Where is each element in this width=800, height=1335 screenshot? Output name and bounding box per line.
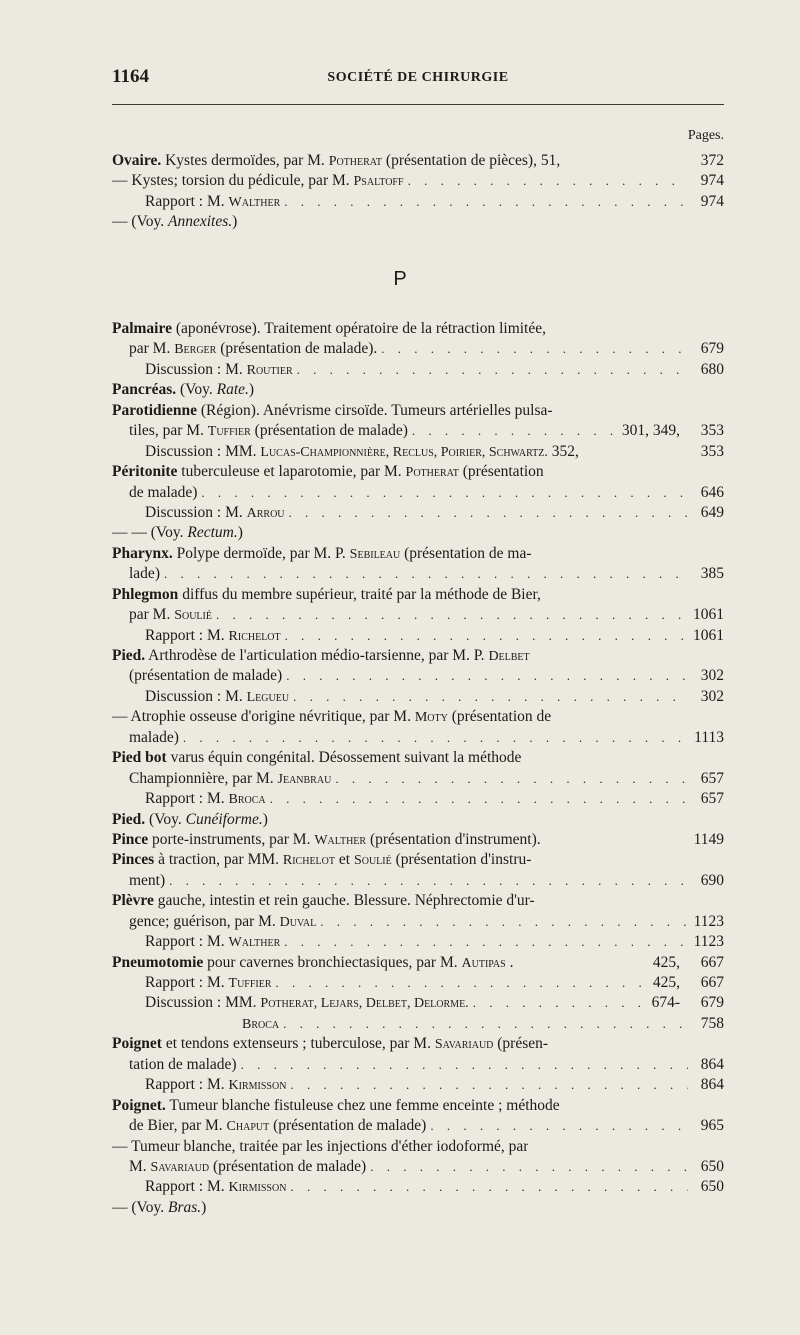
entry-tail: (présentation de pièces), 51, [382,152,561,169]
entry-description: Championnière, par M. [129,769,278,787]
page-ref: 657 [700,769,724,787]
author-name: Moty [414,710,448,726]
index-entry-line [112,1117,724,1137]
entry-description: Rapport : M. [145,933,229,951]
author-name: Autipas [461,955,506,971]
entry-text [112,831,541,849]
entry-keyword: Ovaire. [112,152,162,169]
index-entry-line [112,340,724,360]
index-entry-line [112,193,724,213]
closing-paren: ) [248,381,255,399]
entry-text [112,402,553,420]
entry-keyword: Pharynx. [112,544,173,562]
entry-text [112,152,560,170]
index-entry-line [112,974,724,994]
entry-text [129,667,282,685]
dot-leader [183,730,688,746]
dot-leader [408,173,688,189]
entry-text [145,443,579,461]
entry-description: tation de malade) [129,1055,237,1073]
entry-description: — (Voy. [112,1198,168,1216]
entry-text [145,974,272,992]
page-ref: 864 [700,1055,724,1073]
author-name: Soulié [174,608,212,624]
dot-leader [285,628,688,644]
entry-text [129,1056,237,1074]
dot-leader [370,1159,688,1175]
page-ref: 1113 [694,728,724,746]
entry-text [112,1199,206,1217]
index-entry-line [112,851,724,871]
entry-tail: (présentation d'instrument). [366,830,541,848]
page-ref: 1123 [693,912,724,930]
page-ref: 657 [700,790,724,808]
dot-leader [320,914,688,930]
index-entry-line [112,422,724,442]
dot-leader [289,505,688,521]
entry-text [145,933,280,951]
page-ref: 680 [700,360,724,378]
entry-keyword: Péritonite [112,463,178,481]
entry-text [129,1117,426,1135]
index-entry-line [112,708,724,728]
entry-text [112,647,530,665]
entry-description: pour cavernes bronchiectasiques, par M. [203,953,462,971]
entry-keyword: Pancréas. [112,381,177,399]
entry-description: Discussion : MM. [145,994,261,1012]
page-ref: 1123 [693,933,724,951]
dot-leader [473,995,648,1011]
entry-text [112,1138,528,1156]
index-entry-line [112,1056,724,1076]
entry-text [112,811,268,829]
index-entry-line [112,770,724,790]
entry-text [129,422,408,440]
entry-description: Tumeur blanche fistuleuse chez une femme enceinte ; méthode [165,1096,560,1114]
entry-description: porte-instruments, par M. [148,830,315,848]
index-entry-line [112,606,724,626]
index-entry-line [112,213,724,233]
header-rule [112,104,724,105]
index-entry-line [112,484,724,504]
entry-description: Arthrodèse de l'articulation médio-tarsienne, par M. P. [145,647,489,664]
author-name: Walther [228,935,281,951]
entry-text [112,1097,560,1115]
entry-description: gence; guérison, par M. [129,912,280,930]
entry-keyword: Poignet [112,1035,162,1053]
index-entry-line [112,1076,724,1096]
dot-leader [335,771,688,787]
author-name: Walther [228,194,281,210]
index-entry-line [112,361,724,381]
index-entry-line [112,504,724,524]
entry-keyword: Poignet. [112,1096,166,1114]
entry-keyword: Pince [112,830,149,848]
entry-description: à traction, par MM. [154,851,283,869]
page-ref: 353 [700,442,724,460]
cross-reference: Bras. [167,1198,202,1216]
entry-text [112,463,544,481]
cross-reference: Rate. [216,381,249,399]
page-ref: 965 [700,1117,724,1135]
index-entry-line [112,954,724,974]
author-name: Kirmisson [228,1180,287,1196]
dot-leader [412,423,618,439]
entry-description: par M. [129,340,175,358]
page-ref: 679 [700,340,724,358]
index-entry-line [112,688,724,708]
entry-description: Discussion : MM. [145,442,261,460]
author-name: Walther [314,832,367,848]
author-name: Arrou [246,505,285,521]
page-ref: 650 [700,1157,724,1175]
entry-text [112,381,254,399]
dot-leader [293,689,688,705]
dot-leader [270,791,688,807]
entry-text [145,790,266,808]
entry-text [129,770,331,788]
closing-paren: ) [262,810,268,828]
index-entry-line [112,872,724,892]
entry-description: — Atrophie osseuse d'origine névritique, par M. [112,708,415,726]
page-ref: 1061 [693,606,724,624]
index-entry-line [112,443,724,463]
dot-leader [297,362,688,378]
page-ref: 667 [700,974,724,991]
index-block-o [112,152,724,234]
entry-description: Discussion : M. [145,360,247,378]
index-entry-line [112,1178,724,1198]
author-name: Legueu [246,689,290,705]
author-name: Psaltoff [353,174,404,190]
entry-text [112,851,531,869]
page-ref: 302 [700,687,724,705]
entry-text [145,688,289,706]
dot-leader [290,1077,688,1093]
entry-text [145,361,293,379]
index-entry-line [112,1199,724,1219]
entry-description: de malade) [129,483,198,501]
page-header [112,66,724,92]
index-entry-line [112,524,724,544]
index-entry-line [112,152,724,172]
page-ref: 974 [700,172,724,190]
index-entry-line [112,627,724,647]
entry-keyword: Plèvre [112,892,154,910]
entry-description: (Région). Anévrisme cirsoïde. Tumeurs artérielles pulsa- [196,401,553,419]
entry-description: de Bier, par M. [129,1117,227,1135]
entry-description: diffus du membre supérieur, traité par la méthode de Bier, [178,585,541,603]
index-entry-line [112,913,724,933]
entry-description: — (Voy. [112,213,168,231]
entry-description: gauche, intestin et rein gauche. Blessure. Néphrectomie d'ur- [153,892,535,910]
index-entry-line [112,381,724,401]
index-entry-line [112,586,724,606]
entry-description: Rapport : M. [145,1178,229,1196]
prior-pages: 301, 349, [621,422,680,440]
dot-leader [286,668,688,684]
entry-text [129,1158,366,1176]
pages-column-label: Pages. [687,128,724,143]
index-entry-line [112,647,724,667]
entry-tail: . [505,953,514,971]
entry-keyword: Pied. [112,647,146,664]
index-entry-line [112,1015,724,1035]
entry-description: (Voy. [176,381,217,399]
page-ref: 864 [700,1076,724,1094]
entry-description: M. [129,1157,151,1175]
index-entry-line [112,729,724,749]
page-ref: 690 [700,871,724,889]
entry-description: Discussion : M. [145,503,247,521]
entry-tail: (présentation de malade) [250,422,408,440]
entry-text [129,565,160,583]
index-entry-line [112,463,724,483]
entry-description: — Tumeur blanche, traitée par les injections d'éther iodoformé, par [112,1137,529,1155]
dot-leader [201,485,688,501]
author-name: Duval [279,914,317,930]
dot-leader [241,1057,688,1073]
entry-tail: (présentation de malade) [209,1157,367,1175]
author-name: Broca [228,792,266,808]
entry-tail: (présentation de [447,708,552,726]
dot-leader [169,873,688,889]
author-name: Potherat, Lejars, Delbet, Delorme. [260,996,469,1012]
entry-description: varus équin congénital. Désossement suivant la méthode [166,749,522,767]
author-name: Savariaud [150,1159,210,1175]
entry-description: Discussion : M. [145,687,247,705]
cross-reference: Cunéiforme. [185,810,263,828]
prior-pages: 674- [651,994,680,1012]
entry-tail: (présentation de malade). [216,340,378,358]
entry-description: Rapport : M. [145,790,229,808]
index-entry-line [112,545,724,565]
entry-text [112,172,404,190]
index-entry-line [112,320,724,340]
entry-text [145,627,281,645]
entry-text [112,954,513,972]
author-name: Kirmisson [228,1078,287,1094]
index-block-p [112,320,724,1219]
index-entry-line [112,667,724,687]
index-entry-line [112,1097,724,1117]
entry-tail: (présentation [458,463,544,481]
section-letter: P [393,268,407,290]
index-entry-line [112,1138,724,1158]
entry-text [145,994,469,1012]
author-name: Tuffier [228,976,272,991]
entry-keyword: Phlegmon [112,585,179,603]
index-entry-line [112,831,724,851]
entry-description: Rapport : M. [145,192,229,210]
dot-leader [216,607,688,623]
cross-reference: Annexites. [167,213,233,231]
entry-tail: (présentation d'instru- [391,851,532,869]
entry-text [129,484,197,502]
dot-leader [290,1179,688,1195]
entry-description: Kystes dermoïdes, par M. [161,152,329,169]
author-name: Sebileau [349,546,401,562]
entry-text [242,1015,279,1033]
page-ref: 372 [700,152,724,169]
page-ref: 302 [700,667,724,685]
dot-leader [276,975,649,991]
index-entry-line [112,790,724,810]
entry-text [112,545,532,563]
dot-leader [284,194,688,210]
author-name: Richelot [282,853,335,869]
author-name: Jeanbrau [277,771,332,787]
entry-keyword: Parotidienne [112,401,197,419]
entry-description: (présentation de malade) [129,667,283,685]
page-ref: 974 [700,192,724,210]
page-ref: 650 [700,1178,724,1196]
entry-text [112,213,237,231]
author-name: Savariaud [434,1037,494,1053]
entry-description: Rapport : M. [145,974,229,991]
entry-text [129,729,179,747]
entry-keyword: Palmaire [112,320,172,337]
prior-pages: 425, [652,974,680,991]
entry-description: Rapport : M. [145,626,229,644]
entry-description: Polype dermoïde, par M. P. [172,544,350,562]
page-ref: 1061 [693,626,724,644]
entry-text [129,606,212,624]
author-name: Broca [242,1016,280,1032]
entry-description: — — (Voy. [112,524,188,542]
entry-text [112,524,243,542]
entry-text [145,504,285,522]
entry-text [112,320,546,338]
index-entry-line [112,811,724,831]
dot-leader [283,1016,688,1032]
entry-tail: (présentation de ma- [400,544,532,562]
author-name: Lucas-Championnière, Reclus, Poirier, Schwartz. [260,444,548,460]
author-name: Potherat [405,465,459,481]
entry-description: tiles, par M. [129,422,208,440]
index-entry-line [112,749,724,769]
page-ref: 679 [700,994,724,1012]
entry-description: tuberculeuse et laparotomie, par M. [177,463,406,481]
page-ref: 353 [700,422,724,440]
entry-text [129,872,165,890]
entry-description: lade) [129,565,160,583]
page-ref: 646 [700,483,724,501]
author-name: Richelot [228,628,281,644]
prior-pages: 425, [652,953,680,971]
entry-tail: 352, [547,442,579,460]
entry-description: ment) [129,871,166,889]
entry-keyword: Pinces [112,851,155,869]
cross-reference: Rectum. [187,524,238,542]
entry-text [129,340,377,358]
author-name: Delbet [488,649,530,664]
entry-text [112,1035,548,1053]
author-name: Berger [174,342,217,358]
page-ref: 1149 [693,830,724,848]
closing-paren: ) [237,524,243,542]
entry-text [145,1076,286,1094]
index-entry-line [112,1158,724,1178]
entry-keyword: Pied bot [112,749,167,767]
author-name: Routier [246,362,293,378]
index-entry-line [112,402,724,422]
entry-keyword: Pneumotomie [112,953,204,971]
page-ref: 758 [700,1014,724,1032]
entry-text [112,586,541,604]
closing-paren: ) [232,213,238,231]
index-entry-line [112,933,724,953]
dot-leader [381,341,688,357]
index-entry-line [112,565,724,585]
dot-leader [284,934,688,950]
entry-description: Rapport : M. [145,1076,229,1094]
page-ref: 649 [700,503,724,521]
entry-text [145,193,280,211]
author-name: Potherat [328,154,383,169]
entry-text [129,913,316,931]
entry-keyword: Pied. [112,810,146,828]
index-entry-line [112,1035,724,1055]
entry-description: — Kystes; torsion du pédicule, par M. [112,172,354,190]
entry-tail: (présentation de malade) [269,1117,427,1135]
entry-text [112,749,521,767]
entry-description: malade) [129,728,179,746]
page-ref: 667 [700,953,724,971]
entry-description: (Voy. [145,810,186,828]
author-name: Soulié [353,853,392,869]
closing-paren: ) [201,1198,207,1216]
entry-tail: (présen- [493,1035,549,1053]
entry-tail: et [335,851,354,869]
entry-text [112,708,551,726]
index-entry-line [112,892,724,912]
running-title: SOCIÉTÉ DE CHIRURGIE [327,70,509,85]
dot-leader [430,1118,688,1134]
dot-leader [164,566,688,582]
page-number: 1164 [112,66,149,87]
entry-description: (aponévrose). Traitement opératoire de la rétraction limitée, [171,320,546,337]
author-name: Tuffier [207,424,251,440]
entry-description: par M. [129,606,175,624]
entry-text [145,1178,286,1196]
index-entry-line [112,172,724,192]
entry-description: et tendons extenseurs ; tuberculose, par M. [161,1035,435,1053]
author-name: Chaput [226,1119,270,1135]
index-entry-line [112,994,724,1014]
entry-text [112,892,535,910]
page-ref: 385 [700,565,724,583]
